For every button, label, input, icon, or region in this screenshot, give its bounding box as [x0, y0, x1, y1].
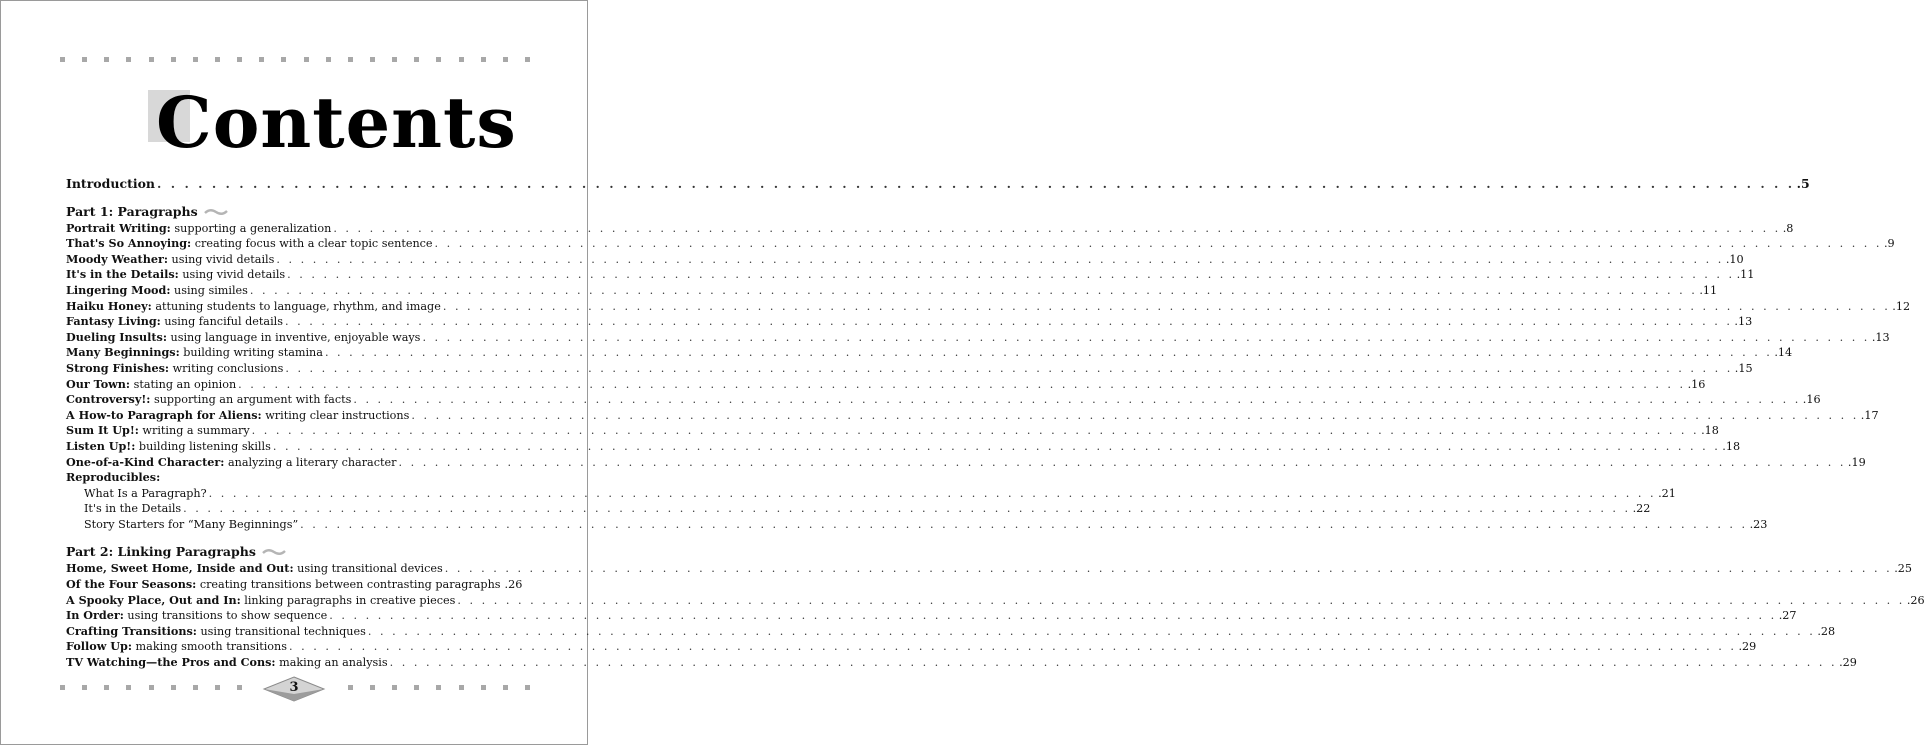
rule-dot	[171, 685, 176, 690]
rule-dot	[525, 685, 530, 690]
toc-entry-label	[66, 361, 283, 377]
part2-heading	[66, 544, 522, 560]
toc-page-number: .18	[1701, 424, 1719, 438]
toc-page-number: .11	[1736, 268, 1755, 282]
toc-entry[interactable]	[66, 592, 1925, 609]
toc-entry[interactable]	[66, 561, 1912, 577]
rule-dot	[259, 57, 264, 62]
toc-page-number: .15	[1734, 361, 1753, 375]
toc-page-number: .29	[1738, 640, 1757, 654]
dot-leader: . . . . . . . . . . . . . . . . . . . . . . . . . . . . . . . . . . . . . . . . . . . . . . . . . . . . . . . . . . . . . . . . . . . . . . . . . . . . . . . . . . . . . . . . . . . . . . . . . . . . . . . . . . . . . . . . . . . . . . . .	[208, 486, 1657, 500]
dot-leader: . . . . . . . . . . . . . . . . . . . . . . . . . . . . . . . . . . . . . . . . . . . . . . . . . . . . . . . . . . . . . . . . . . . . . . . . . . . . . . . . . . . . . . . . . . . . . . . . . . . . . . . . . . . . . . . . . . . . . . . .	[422, 330, 1870, 344]
toc-entry[interactable]	[66, 329, 1890, 346]
rule-dot	[149, 57, 154, 62]
toc-entry-label	[66, 299, 441, 315]
toc-entry-description: writing clear instructions	[261, 408, 410, 422]
toc-page-number: .29	[1839, 656, 1857, 670]
toc-page-number: .28	[1817, 624, 1836, 638]
toc-entry-label	[66, 252, 274, 268]
toc-entry-description: using transitions to show sequence	[123, 609, 328, 623]
toc-entry-title: Introduction	[66, 176, 156, 191]
squiggle-icon	[204, 207, 228, 217]
rule-dot	[525, 57, 530, 62]
page-title: Contents	[156, 81, 517, 164]
toc-entry-description: using fanciful details	[160, 315, 283, 329]
toc-page-number: .16	[1802, 393, 1821, 407]
toc-entry-description: linking paragraphs in creative pieces	[240, 593, 456, 607]
toc-entry[interactable]	[66, 298, 1911, 315]
toc-entry-label	[66, 439, 271, 455]
toc-entry-title: Of the Four Seasons:	[66, 577, 197, 592]
rule-dot	[481, 685, 486, 690]
rule-dot	[104, 57, 109, 62]
toc-entry-description: making an analysis	[275, 656, 388, 670]
toc-entry-title: A How-to Paragraph for Aliens:	[66, 407, 262, 422]
rule-dot	[370, 685, 375, 690]
toc-entry-title: In Order:	[66, 608, 124, 623]
page-number: 3	[289, 680, 299, 695]
toc-entry-title: Haiku Honey:	[66, 298, 152, 313]
rule-dot	[215, 57, 220, 62]
dot-leader: . . . . . . . . . . . . . . . . . . . . . . . . . . . . . . . . . . . . . . . . . . . . . . . . . . . . . . . . . . . . . . . . . . . . . . . . . . . . . . . . . . . . . . . . . . . . . . . . . . . . . . . . . . . . . . . . . . . . . . . .	[238, 377, 1686, 391]
rule-dot	[82, 57, 87, 62]
toc-entry-title: That's So Annoying:	[66, 236, 192, 251]
toc-entry-label	[66, 593, 455, 609]
toc-entry[interactable]	[66, 608, 1797, 624]
rule-dot	[60, 57, 65, 62]
toc-entry[interactable]	[66, 438, 1741, 455]
toc-entry-label	[66, 392, 351, 408]
toc-page-number: .8	[1782, 221, 1794, 235]
reproducibles-heading: Reproducibles:	[66, 470, 161, 485]
dot-leader: . . . . . . . . . . . . . . . . . . . . . . . . . . . . . . . . . . . . . . . . . . . . . . . . . . . . . . . . . . . . . . . . . . . . . . . . . . . . . . . . . . . . . . . . . . . . . . . . . . . . . . . . . . . . . . . . . . . . . . . .	[289, 640, 1737, 654]
toc-entry-label	[84, 486, 207, 502]
rule-dot	[60, 685, 65, 690]
dot-leader: . . . . . . . . . . . . . . . . . . . . . . . . . . . . . . . . . . . . . . . . . . . . . . . . . . . . . . . . . . . . . . . . . . . . . . . . . . . . . . . . . . . . . . . . . . . . . . . . . . . . . . . . . . . . . . . . . . . . . . . .	[249, 283, 1698, 297]
rule-dot	[459, 685, 464, 690]
toc-entry-label	[66, 283, 248, 299]
toc-entry[interactable]	[66, 623, 1836, 640]
dot-leader: . . . . . . . . . . . . . . . . . . . . . . . . . . . . . . . . . . . . . . . . . . . . . . . . . . . . . . . . . . . . . . . . . . . . . . . . . . . . . . . . . . . . . . . . . . . . . . . . . . . . . . . . . . . . . . . . . . . . . . . .	[276, 252, 1724, 266]
toc-entry-title: Many Beginnings:	[66, 345, 180, 360]
toc-page-number: .13	[1871, 330, 1890, 344]
toc-page-number: .22	[1632, 502, 1651, 516]
toc-entry-description: analyzing a literary character	[224, 455, 397, 469]
toc-entry[interactable]	[66, 220, 1794, 237]
toc-entry[interactable]	[66, 345, 1793, 361]
toc-entry[interactable]	[66, 407, 1879, 424]
rule-dot	[237, 685, 242, 690]
toc-page-number: .10	[1725, 252, 1744, 266]
rule-dot	[348, 57, 353, 62]
dot-leader: . . . . . . . . . . . . . . . . . . . . . . . . . . . . . . . . . . . . . . . . . . . . . . . . . . . . . . . . . . . . . . . . . . . . . . . . . . . . . . . . . . . . . . . . . . . . . . . . . . . . . . . . . . . . . . . . . . . . . . . .	[157, 176, 1795, 191]
toc-entry-label	[66, 639, 287, 655]
rule-dot	[326, 685, 331, 690]
rule-dot	[193, 685, 198, 690]
toc-page-number: .5	[1796, 176, 1810, 191]
toc-entry-title: Portrait Writing:	[66, 220, 171, 235]
toc-entry[interactable]	[66, 454, 1866, 471]
toc-entry-title: Dueling Insults:	[66, 329, 167, 344]
dot-leader: . . . . . . . . . . . . . . . . . . . . . . . . . . . . . . . . . . . . . . . . . . . . . . . . . . . . . . . . . . . . . . . . . . . . . . . . . . . . . . . . . . . . . . . . . . . . . . . . . . . . . . . . . . . . . . . . . . . . . . . .	[272, 439, 1721, 453]
toc-entry-label	[66, 314, 283, 330]
dot-leader: . . . . . . . . . . . . . . . . . . . . . . . . . . . . . . . . . . . . . . . . . . . . . . . . . . . . . . . . . . . . . . . . . . . . . . . . . . . . . . . . . . . . . . . . . . . . . . . . . . . . . . . . . . . . . . . . . . . . . . . .	[287, 268, 1735, 282]
toc-page-number: .19	[1847, 455, 1866, 469]
toc-entry[interactable]	[66, 517, 1768, 533]
reproducibles-entries	[66, 486, 1768, 533]
toc-entry-title: Listen Up!:	[66, 438, 136, 453]
toc-entry-description: stating an opinion	[130, 377, 237, 391]
dot-leader: . . . . . . . . . . . . . . . . . . . . . . . . . . . . . . . . . . . . . . . . . . . . . . . . . . . . . . . . . . . . . . . . . . . . . . . . . . . . . . . . . . . . . . . . . . . . . . . . . . . . . . . . . . . . . . . . . . . . . . . .	[367, 624, 1816, 638]
dot-leader: . . . . . . . . . . . . . . . . . . . . . . . . . . . . . . . . . . . . . . . . . . . . . . . . . . . . . . . . . . . . . . . . . . . . . . . . . . . . . . . . . . . . . . . . . . . . . . . . . . . . . . . . . . . . . . . . . . . . . . . .	[398, 455, 1846, 469]
part1-entries	[66, 220, 1911, 471]
rule-dot	[414, 57, 419, 62]
dot-leader: . . . . . . . . . . . . . . . . . . . . . . . . . . . . . . . . . . . . . . . . . . . . . . . . . . . . . . . . . . . . . . . . . . . . . . . . . . . . . . . . . . . . . . . . . . . . . . . . . . . . . . . . . . . . . . . . . . . . . . . .	[457, 593, 1905, 607]
rule-dot	[104, 685, 109, 690]
toc-entry-description: creating focus with a clear topic sentence	[191, 237, 433, 251]
dot-leader: . . . . . . . . . . . . . . . . . . . . . . . . . . . . . . . . . . . . . . . . . . . . . . . . . . . . . . . . . . . . . . . . . . . . . . . . . . . . . . . . . . . . . . . . . . . . . . . . . . . . . . . . . . . . . . . . . . . . . . . .	[183, 502, 1631, 516]
toc-entry-title: It's in the Details	[84, 502, 182, 516]
toc-entry[interactable]	[66, 314, 1753, 330]
dot-leader: . . . . . . . . . . . . . . . . . . . . . . . . . . . . . . . . . . . . . . . . . . . . . . . . . . . . . . . . . . . . . . . . . . . . . . . . . . . . . . . . . . . . . . . . . . . . . . . . . . . . . . . . . . . . . . . . . . . . . . . .	[333, 221, 1781, 235]
toc-entry-description: making smooth transitions	[132, 640, 287, 654]
toc-page-number: .16	[1687, 377, 1706, 391]
rule-dot	[392, 685, 397, 690]
rule-dot	[459, 57, 464, 62]
toc-entry-title: A Spooky Place, Out and In:	[66, 592, 241, 607]
rule-dot	[215, 685, 220, 690]
toc-page-number: .25	[1894, 562, 1912, 576]
toc-entry[interactable]	[66, 655, 1857, 671]
toc-entry-title: Our Town:	[66, 376, 131, 391]
dot-leader: . . . . . . . . . . . . . . . . . . . . . . . . . . . . . . . . . . . . . . . . . . . . . . . . . . . . . . . . . . . . . . . . . . . . . . . . . . . . . . . . . . . . . . . . . . . . . . . . . . . . . . . . . . . . . . . . . . . . . . . .	[251, 424, 1700, 438]
dot-leader: . . . . . . . . . . . . . . . . . . . . . . . . . . . . . . . . . . . . . . . . . . . . . . . . . . . . . . . . . . . . . . . . . . . . . . . . . . . . . . . . . . . . . . . . . . . . . . . . . . . . . . . . . . . . . . . . . . . . . . . .	[329, 609, 1777, 623]
part1-heading-text: Part 1: Paragraphs	[66, 203, 198, 219]
toc-entry-description: supporting a generalization	[170, 221, 332, 235]
toc-page-number: .12	[1892, 299, 1911, 313]
toc-entry-label	[66, 561, 443, 577]
toc-entry[interactable]	[66, 392, 1821, 408]
toc-entry-label	[66, 655, 388, 671]
rule-dot	[304, 57, 309, 62]
toc-entry[interactable]	[66, 267, 1755, 283]
toc-entry[interactable]	[66, 282, 1718, 299]
toc-entry-label	[66, 377, 236, 393]
toc-page-number: .13	[1734, 315, 1753, 329]
rule-dot	[193, 57, 198, 62]
rule-dot	[370, 57, 375, 62]
rule-dot	[348, 685, 353, 690]
toc-entry-description: writing conclusions	[169, 361, 284, 375]
dot-leader: . . . . . . . . . . . . . . . . . . . . . . . . . . . . . . . . . . . . . . . . . . . . . . . . . . . . . . . . . . . . . . . . . . . . . . . . . . . . . . . . . . . . . . . . . . . . . . . . . . . . . . . . . . . . . . . . . . . . . . . .	[442, 299, 1891, 313]
rule-dot	[237, 57, 242, 62]
toc-entry-description: creating transitions between contrasting paragraphs	[196, 578, 501, 592]
toc-entry-title: Follow Up:	[66, 639, 132, 654]
toc-entry-title: Fantasy Living:	[66, 314, 161, 329]
toc-entry-description: supporting an argument with facts	[150, 393, 352, 407]
dot-leader: . . . . . . . . . . . . . . . . . . . . . . . . . . . . . . . . . . . . . . . . . . . . . . . . . . . . . . . . . . . . . . . . . . . . . . . . . . . . . . . . . . . . . . . . . . . . . . . . . . . . . . . . . . . . . . . . . . . . . . . .	[434, 237, 1882, 251]
toc-entry-title: Crafting Transitions:	[66, 623, 197, 638]
table-of-contents	[66, 176, 1925, 671]
part2-entries	[66, 561, 1925, 670]
toc-entry-label	[66, 345, 323, 361]
toc-entry-label	[66, 236, 433, 252]
rule-dot	[126, 685, 131, 690]
rule-dot	[481, 57, 486, 62]
toc-entry-label	[84, 501, 181, 517]
rule-dot	[281, 57, 286, 62]
toc-entry-description: using language in inventive, enjoyable ways	[166, 330, 421, 344]
toc-entry-label	[66, 221, 331, 237]
page-number-badge	[263, 676, 325, 702]
top-dot-rule	[60, 57, 530, 63]
rule-dot	[82, 685, 87, 690]
toc-entry-description: building writing stamina	[179, 346, 323, 360]
toc-page-number: .23	[1749, 517, 1768, 531]
dot-leader: . . . . . . . . . . . . . . . . . . . . . . . . . . . . . . . . . . . . . . . . . . . . . . . . . . . . . . . . . . . . . . . . . . . . . . . . . . . . . . . . . . . . . . . . . . . . . . . . . . . . . . . . . . . . . . . . . . . . . . . .	[300, 517, 1748, 531]
toc-entry[interactable]	[66, 639, 1757, 655]
rule-dot	[126, 57, 131, 62]
dot-leader: . . . . . . . . . . . . . . . . . . . . . . . . . . . . . . . . . . . . . . . . . . . . . . . . . . . . . . . . . . . . . . . . . . . . . . . . . . . . . . . . . . . . . . . . . . . . . . . . . . . . . . . . . . . . . . . . . . . . . . . .	[284, 315, 1733, 329]
dot-leader: . . . . . . . . . . . . . . . . . . . . . . . . . . . . . . . . . . . . . . . . . . . . . . . . . . . . . . . . . . . . . . . . . . . . . . . . . . . . . . . . . . . . . . . . . . . . . . . . . . . . . . . . . . . . . . . . . . . . . . . .	[353, 393, 1801, 407]
title-block	[148, 81, 517, 190]
dot-leader: . . . . . . . . . . . . . . . . . . . . . . . . . . . . . . . . . . . . . . . . . . . . . . . . . . . . . . . . . . . . . . . . . . . . . . . . . . . . . . . . . . . . . . . . . . . . . . . . . . . . . . . . . . . . . . . . . . . . . . . .	[411, 408, 1859, 422]
dot-leader: . . . . . . . . . . . . . . . . . . . . . . . . . . . . . . . . . . . . . . . . . . . . . . . . . . . . . . . . . . . . . . . . . . . . . . . . . . . . . . . . . . . . . . . . . . . . . . . . . . . . . . . . . . . . . . . . . . . . . . . .	[324, 346, 1773, 360]
rule-dot	[326, 57, 331, 62]
dot-leader: . . . . . . . . . . . . . . . . . . . . . . . . . . . . . . . . . . . . . . . . . . . . . . . . . . . . . . . . . . . . . . . . . . . . . . . . . . . . . . . . . . . . . . . . . . . . . . . . . . . . . . . . . . . . . . . . . . . . . . . .	[444, 562, 1893, 576]
toc-introduction[interactable]	[66, 176, 1810, 192]
toc-entry-title: Controversy!:	[66, 392, 151, 407]
toc-entry[interactable]	[66, 423, 1719, 439]
toc-entry-title: Moody Weather:	[66, 251, 168, 266]
toc-entry-title: Lingering Mood:	[66, 282, 171, 297]
dot-leader: . . . . . . . . . . . . . . . . . . . . . . . . . . . . . . . . . . . . . . . . . . . . . . . . . . . . . . . . . . . . . . . . . . . . . . . . . . . . . . . . . . . . . . . . . . . . . . . . . . . . . . . . . . . . . . . . . . . . . . . .	[389, 656, 1838, 670]
toc-page-number: .18	[1722, 439, 1741, 453]
toc-page-number: .11	[1699, 283, 1718, 297]
rule-dot	[171, 57, 176, 62]
toc-page-number: .27	[1778, 609, 1797, 623]
part2-heading-text: Part 2: Linking Paragraphs	[66, 544, 256, 560]
toc-entry-title: TV Watching—the Pros and Cons:	[66, 655, 276, 670]
toc-page-number: .21	[1658, 486, 1676, 500]
rule-dot	[392, 57, 397, 62]
toc-entry-description: building listening skills	[135, 439, 271, 453]
toc-page-number: .17	[1860, 408, 1879, 422]
toc-entry-title: Home, Sweet Home, Inside and Out:	[66, 561, 294, 576]
rule-dot	[503, 685, 508, 690]
toc-entry[interactable]	[66, 486, 1676, 502]
rule-dot	[149, 685, 154, 690]
toc-entry-description: using vivid details	[168, 252, 275, 266]
toc-entry[interactable]	[66, 251, 1744, 268]
toc-entry-description: using vivid details	[178, 268, 286, 282]
rule-dot	[436, 57, 441, 62]
toc-entry-label	[66, 267, 285, 283]
toc-entry-title: One-of-a-Kind Character:	[66, 454, 225, 469]
toc-entry-label	[66, 608, 327, 624]
toc-page-number: .26	[504, 578, 523, 592]
toc-entry-description: writing a summary	[138, 424, 250, 438]
squiggle-icon	[262, 547, 286, 557]
toc-entry[interactable]	[66, 236, 1895, 252]
toc-page-number: .9	[1883, 237, 1895, 251]
toc-entry[interactable]	[66, 577, 522, 593]
toc-page-number: .26	[1906, 593, 1925, 607]
dot-leader: . . . . . . . . . . . . . . . . . . . . . . . . . . . . . . . . . . . . . . . . . . . . . . . . . . . . . . . . . . . . . . . . . . . . . . . . . . . . . . . . . . . . . . . . . . . . . . . . . . . . . . . . . . . . . . . . . . . . . . . .	[285, 361, 1733, 375]
toc-entry-title: Sum It Up!:	[66, 423, 139, 438]
toc-entry-label	[66, 330, 420, 346]
toc-entry[interactable]	[66, 376, 1706, 393]
toc-entry-label	[66, 455, 396, 471]
toc-entry-label	[66, 624, 366, 640]
toc-entry-description: using transitional devices	[293, 562, 443, 576]
toc-entry-description: using transitional techniques	[196, 624, 366, 638]
toc-entry-title: Story Starters for “Many Beginnings”	[84, 517, 299, 531]
rule-dot	[414, 685, 419, 690]
toc-entry-title: Strong Finishes:	[66, 360, 170, 375]
toc-entry-title: What Is a Paragraph?	[84, 486, 207, 500]
toc-entry-title: It's in the Details:	[66, 267, 179, 282]
part1-heading	[66, 204, 522, 220]
toc-entry[interactable]	[66, 501, 1651, 517]
toc-page-number: .14	[1774, 346, 1793, 360]
toc-entry-label	[66, 408, 409, 424]
toc-entry[interactable]	[66, 360, 1753, 377]
toc-entry-description: using similes	[170, 283, 248, 297]
toc-entry-label	[66, 577, 501, 593]
toc-entry-description: attuning students to language, rhythm, and image	[151, 299, 441, 313]
rule-dot	[436, 685, 441, 690]
toc-entry-label	[84, 517, 298, 533]
rule-dot	[503, 57, 508, 62]
toc-entry-label	[66, 423, 250, 439]
